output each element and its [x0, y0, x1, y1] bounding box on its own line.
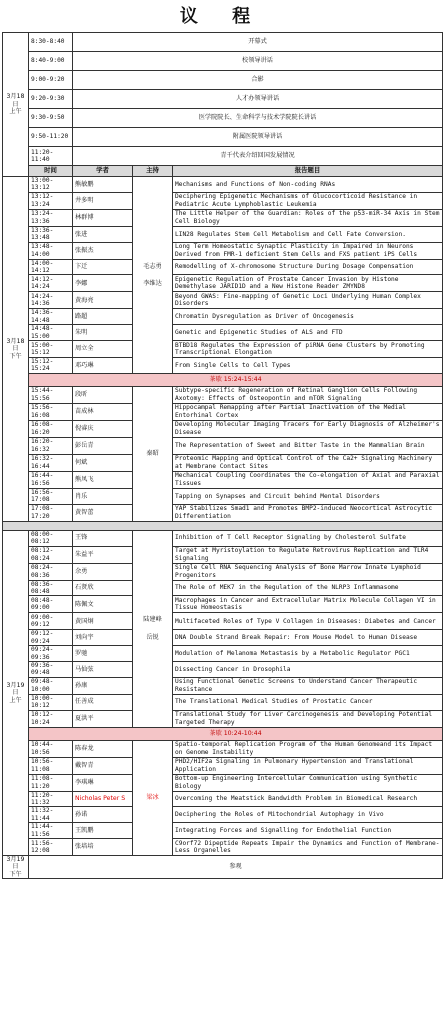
- talk-time: 08:48-09:00: [29, 596, 73, 613]
- talk-speaker: 卞迁: [73, 259, 133, 275]
- talk-topic: Bottom-up Engineering Intercellular Communication using Synthetic Biology: [173, 774, 443, 791]
- page-title: 议 程: [179, 6, 265, 27]
- talk-topic: Chromatin Dysregulation as Driver of Oncogenesis: [173, 309, 443, 325]
- talk-speaker: 朱益平: [73, 546, 133, 563]
- chair-cell: [133, 386, 173, 521]
- chair-cell: [133, 177, 173, 374]
- talk-time: 09:00-09:12: [29, 613, 73, 630]
- talk-speaker: 苗成林: [73, 403, 133, 420]
- talk-topic: Mechanisms and Functions of Non-coding RNAs: [173, 177, 443, 193]
- talk-row: [3, 471, 443, 488]
- talk-row: [3, 710, 443, 727]
- talk-speaker: 路超: [73, 309, 133, 325]
- break-row: [3, 727, 443, 740]
- talk-speaker: 李娜: [73, 275, 133, 292]
- talk-topic: Modulation of Melanoma Metastasis by a Metabolic Regulator PGC1: [173, 646, 443, 662]
- header-topic: 报告题目: [173, 166, 443, 177]
- talk-topic: Macrophages in Cancer and Extracellular Matrix Molecule Collagen VI in Tissue Homeostasis: [173, 596, 443, 613]
- talk-speaker: 黄海亮: [73, 292, 133, 309]
- talk-time: 13:36-13:48: [29, 226, 73, 242]
- chair-name: 梁冰: [146, 794, 159, 802]
- talk-topic: Beyond GWAS: Fine-mapping of Genetic Loci Underlying Human Complex Disorders: [173, 292, 443, 309]
- talk-speaker: 周立全: [73, 341, 133, 358]
- talk-row: [3, 209, 443, 226]
- talk-topic: Tapping on Synapses and Circuit behind Mental Disorders: [173, 488, 443, 504]
- talk-speaker: 孙康: [73, 677, 133, 694]
- talk-row: [3, 580, 443, 596]
- talk-time: 11:08-11:20: [29, 774, 73, 791]
- talk-time: 13:00-13:12: [29, 177, 73, 193]
- event-title: 附属医院领导讲话: [73, 128, 443, 147]
- talk-row: [3, 325, 443, 341]
- talk-speaker: 陈佩文: [73, 596, 133, 613]
- talk-time: 09:36-09:48: [29, 661, 73, 677]
- talk-speaker: 王凯鹏: [73, 823, 133, 839]
- event-time: 9:20-9:30: [29, 90, 73, 109]
- talk-row: [3, 530, 443, 546]
- talk-speaker: 孙诺: [73, 807, 133, 823]
- header-chair: 主持: [133, 166, 173, 177]
- talk-time: 10:00-10:12: [29, 694, 73, 710]
- talk-row: [3, 807, 443, 823]
- talk-speaker: 刘向宇: [73, 630, 133, 646]
- talk-row: [3, 646, 443, 662]
- talk-row: [3, 341, 443, 358]
- schedule-row: [3, 856, 443, 879]
- event-time: 11:20-11:40: [29, 147, 73, 166]
- schedule-row: [3, 128, 443, 147]
- talk-row: [3, 546, 443, 563]
- talk-row: [3, 437, 443, 454]
- talk-topic: The Little Helper of the Guardian: Roles of the p53-miR-34 Axis in Stem Cell Biology: [173, 209, 443, 226]
- talk-speaker: 肖乐: [73, 488, 133, 504]
- talk-row: [3, 504, 443, 521]
- talk-topic: Hippocampal Remapping after Partial Inactivation of the Medial Entorhinal Cortex: [173, 403, 443, 420]
- talk-row: [3, 420, 443, 437]
- talk-time: 14:24-14:36: [29, 292, 73, 309]
- talk-speaker: 井多明: [73, 192, 133, 209]
- talk-row: [3, 358, 443, 374]
- talk-topic: Overcoming the Meatstick Bandwidth Problem in Biomedical Research: [173, 791, 443, 807]
- talk-topic: BTBD18 Regulates the Expression of piRNA Gene Clusters by Promoting Transcriptional Elongation: [173, 341, 443, 358]
- talk-speaker: Nicholas Peter S: [73, 791, 133, 807]
- day-cell: [3, 33, 29, 177]
- talk-time: 17:08-17:20: [29, 504, 73, 521]
- talk-topic: Epigenetic Regulation of Prostate Cancer Invasion by Histone Demethylase JARID1D and a New Histone Reader ZMYND8: [173, 275, 443, 292]
- talk-row: [3, 630, 443, 646]
- talk-topic: Using Functional Genetic Screens to Understand Cancer Therapeutic Resistance: [173, 677, 443, 694]
- day-cell: [3, 177, 29, 522]
- talk-time: 16:08-16:20: [29, 420, 73, 437]
- talk-topic: The Representation of Sweet and Bitter Taste in the Mammalian Brain: [173, 437, 443, 454]
- talk-topic: The Role of MEK7 in the Regulation of the NLRP3 Inflammasome: [173, 580, 443, 596]
- talk-speaker: 何斌: [73, 454, 133, 471]
- talk-row: [3, 774, 443, 791]
- event-title: 医学院院长、生命科学与技术学院院长讲话: [73, 109, 443, 128]
- talk-row: [3, 740, 443, 757]
- talk-row: [3, 386, 443, 403]
- talk-topic: Spatio-temporal Replication Program of the Human Genomeand its Impact on Genome Instability: [173, 740, 443, 757]
- event-time: 9:30-9:50: [29, 109, 73, 128]
- tea-break: 茶歇 10:24-10:44: [29, 727, 443, 740]
- period-label: 下午: [9, 870, 22, 878]
- talk-time: 16:20-16:32: [29, 437, 73, 454]
- talk-topic: Translational Study for Liver Carcinogenesis and Developing Potential Targeted Therapy: [173, 710, 443, 727]
- talk-time: 13:48-14:00: [29, 242, 73, 259]
- talk-speaker: 余勇: [73, 563, 133, 580]
- day-label: 3月18日: [6, 337, 25, 353]
- talk-speaker: 熊敏鹏: [73, 177, 133, 193]
- schedule-row: [3, 109, 443, 128]
- talk-row: [3, 275, 443, 292]
- talk-row: [3, 403, 443, 420]
- header-time: 时间: [29, 166, 73, 177]
- talk-time: 09:48-10:00: [29, 677, 73, 694]
- talk-speaker: 陈春龙: [73, 740, 133, 757]
- schedule-row: [3, 71, 443, 90]
- talk-time: 16:32-16:44: [29, 454, 73, 471]
- chair-name: 秦昭: [146, 450, 159, 458]
- talk-time: 16:56-17:08: [29, 488, 73, 504]
- day-cell: [3, 856, 29, 879]
- schedule-row: [3, 90, 443, 109]
- talk-topic: Genetic and Epigenetic Studies of ALS and FTD: [173, 325, 443, 341]
- talk-row: [3, 823, 443, 839]
- event-title: 青千代表介绍回国发展情况: [73, 147, 443, 166]
- day-label: 3月19日: [6, 856, 25, 871]
- talk-time: 09:12-09:24: [29, 630, 73, 646]
- event-time: 9:00-9:20: [29, 71, 73, 90]
- talk-time: 11:56-12:08: [29, 839, 73, 856]
- day-label: 3月19日: [6, 681, 25, 697]
- chair-name: 李维达: [143, 279, 162, 287]
- chair-name: 岳锐: [146, 633, 159, 641]
- event-title: 开幕式: [73, 33, 443, 52]
- break-row: [3, 373, 443, 386]
- talk-time: 09:24-09:36: [29, 646, 73, 662]
- talk-speaker: 任善成: [73, 694, 133, 710]
- talk-speaker: 朱明: [73, 325, 133, 341]
- talk-time: 08:12-08:24: [29, 546, 73, 563]
- talk-speaker: 李琪琳: [73, 774, 133, 791]
- talk-topic: Remodelling of X-chromosome Structure During Dosage Compensation: [173, 259, 443, 275]
- talk-speaker: 邓巧琳: [73, 358, 133, 374]
- talk-topic: Inhibition of T Cell Receptor Signaling by Cholesterol Sulfate: [173, 530, 443, 546]
- talk-time: 10:56-11:08: [29, 757, 73, 774]
- schedule-row: [3, 33, 443, 52]
- talk-time: 13:24-13:36: [29, 209, 73, 226]
- talk-row: [3, 563, 443, 580]
- talk-speaker: 石贤欣: [73, 580, 133, 596]
- talk-speaker: 张进: [73, 226, 133, 242]
- talk-topic: Dissecting Cancer in Drosophila: [173, 661, 443, 677]
- period-label: 下午: [9, 352, 22, 360]
- talk-speaker: 张振杰: [73, 242, 133, 259]
- event-title: 校领导讲话: [73, 52, 443, 71]
- talk-speaker: 戴智青: [73, 757, 133, 774]
- talk-row: [3, 488, 443, 504]
- event-title: 参观: [29, 856, 443, 879]
- talk-time: 14:48-15:00: [29, 325, 73, 341]
- talk-row: [3, 839, 443, 856]
- talk-row: [3, 694, 443, 710]
- talk-time: 11:32-11:44: [29, 807, 73, 823]
- talk-speaker: 黄国炯: [73, 613, 133, 630]
- chair-name: 陆建峰: [143, 616, 162, 624]
- talk-speaker: 王锋: [73, 530, 133, 546]
- talk-topic: Developing Molecular Imaging Tracers for Early Diagnosis of Alzheimer's Disease: [173, 420, 443, 437]
- event-time: 8:40-9:00: [29, 52, 73, 71]
- talk-time: 11:44-11:56: [29, 823, 73, 839]
- day-label: 3月18日: [6, 93, 25, 108]
- talk-time: 14:00-14:12: [29, 259, 73, 275]
- talk-topic: PHD2/HIF2a Signaling in Pulmonary Hypertension and Translational Application: [173, 757, 443, 774]
- talk-row: [3, 226, 443, 242]
- talk-speaker: 黄智蕾: [73, 504, 133, 521]
- talk-topic: Subtype-specific Regeneration of Retinal Ganglion Cells Following Axotomy: Effects of Osteopontin and mTOR Signaling: [173, 386, 443, 403]
- event-time: 9:50-11:20: [29, 128, 73, 147]
- talk-topic: Long Term Homeostatic Synaptic Plasticity in Impaired in Neurons Derived from FMR-1 deficient Stem Cells and FXS patient iPS Cells: [173, 242, 443, 259]
- talk-topic: Target at Myristoylation to Regulate Retrovirus Replication and TLR4 Signaling: [173, 546, 443, 563]
- talk-row: [3, 757, 443, 774]
- chair-cell: [133, 740, 173, 855]
- talk-row: [3, 596, 443, 613]
- talk-topic: Single Cell RNA Sequencing Analysis of Bone Marrow Innate Lymphoid Progenitors: [173, 563, 443, 580]
- talk-time: 15:44-15:56: [29, 386, 73, 403]
- period-label: 上午: [9, 108, 22, 116]
- talk-time: 08:24-08:36: [29, 563, 73, 580]
- talk-speaker: 段昕: [73, 386, 133, 403]
- talk-time: 15:12-15:24: [29, 358, 73, 374]
- talk-row: [3, 677, 443, 694]
- talk-topic: LIN28 Regulates Stem Cell Metabolism and Cell Fate Conversion.: [173, 226, 443, 242]
- talk-row: [3, 242, 443, 259]
- talk-time: 15:00-15:12: [29, 341, 73, 358]
- schedule-row: [3, 147, 443, 166]
- talk-time: 14:36-14:48: [29, 309, 73, 325]
- header-row: [3, 166, 443, 177]
- chair-name: 毛志勇: [143, 262, 162, 270]
- talk-row: [3, 613, 443, 630]
- event-title: 合影: [73, 71, 443, 90]
- event-time: 8:30-8:40: [29, 33, 73, 52]
- talk-topic: Deciphering Epigenetic Mechanisms of Glucocorticoid Resistance in Pediatric Acute Lymphoblastic Leukemia: [173, 192, 443, 209]
- talk-time: 10:44-10:56: [29, 740, 73, 757]
- talk-time: 08:00-08:12: [29, 530, 73, 546]
- talk-row: [3, 292, 443, 309]
- talk-topic: Integrating Forces and Signalling for Endothelial Function: [173, 823, 443, 839]
- talk-topic: Multifaceted Roles of Type V Collagen in Diseases: Diabetes and Cancer: [173, 613, 443, 630]
- day-cell: [3, 530, 29, 855]
- talk-row: [3, 309, 443, 325]
- period-label: 上午: [9, 696, 22, 704]
- talk-topic: YAP Stabilizes Smad1 and Promotes BMP2-induced Neocortical Astrocytic Differentiation: [173, 504, 443, 521]
- talk-topic: The Translational Medical Studies of Prostatic Cancer: [173, 694, 443, 710]
- talk-speaker: 马仙弦: [73, 661, 133, 677]
- talk-topic: Mechanical Coupling Coordinates the Co-elongation of Axial and Paraxial Tissues: [173, 471, 443, 488]
- talk-topic: Proteomic Mapping and Optical Control of the Ca2+ Signaling Machinery at Membrane Contact Sites: [173, 454, 443, 471]
- talk-time: 10:12-10:24: [29, 710, 73, 727]
- talk-speaker: 林群博: [73, 209, 133, 226]
- talk-speaker: 熊凤飞: [73, 471, 133, 488]
- tea-break: 茶歇 15:24-15:44: [29, 373, 443, 386]
- talk-time: 08:36-08:48: [29, 580, 73, 596]
- schedule-row: [3, 52, 443, 71]
- talk-topic: C9orf72 Dipeptide Repeats Impair the Dynamics and Function of Membrane-Less Organelles: [173, 839, 443, 856]
- talk-speaker: 倪睿庆: [73, 420, 133, 437]
- talk-topic: Deciphering the Roles of Mitochondrial Autophagy in Vivo: [173, 807, 443, 823]
- section-divider: [3, 521, 443, 530]
- talk-speaker: 罗驰: [73, 646, 133, 662]
- talk-time: 14:12-14:24: [29, 275, 73, 292]
- talk-speaker: 彭岳青: [73, 437, 133, 454]
- event-title: 人才办领导讲话: [73, 90, 443, 109]
- talk-row: [3, 259, 443, 275]
- chair-cell: [133, 530, 173, 727]
- talk-topic: DNA Double Strand Break Repair: From Mouse Model to Human Disease: [173, 630, 443, 646]
- talk-time: 15:56-16:08: [29, 403, 73, 420]
- talk-row: [3, 454, 443, 471]
- header-speaker: 学者: [73, 166, 133, 177]
- talk-row: [3, 791, 443, 807]
- talk-speaker: 夏洪平: [73, 710, 133, 727]
- talk-time: 11:20-11:32: [29, 791, 73, 807]
- talk-speaker: 张培培: [73, 839, 133, 856]
- talk-row: [3, 192, 443, 209]
- talk-time: 13:12-13:24: [29, 192, 73, 209]
- talk-row: [3, 661, 443, 677]
- talk-time: 16:44-16:56: [29, 471, 73, 488]
- talk-topic: From Single Cells to Cell Types: [173, 358, 443, 374]
- section-gap: [3, 521, 443, 530]
- agenda-table: [2, 32, 443, 879]
- talk-row: [3, 177, 443, 193]
